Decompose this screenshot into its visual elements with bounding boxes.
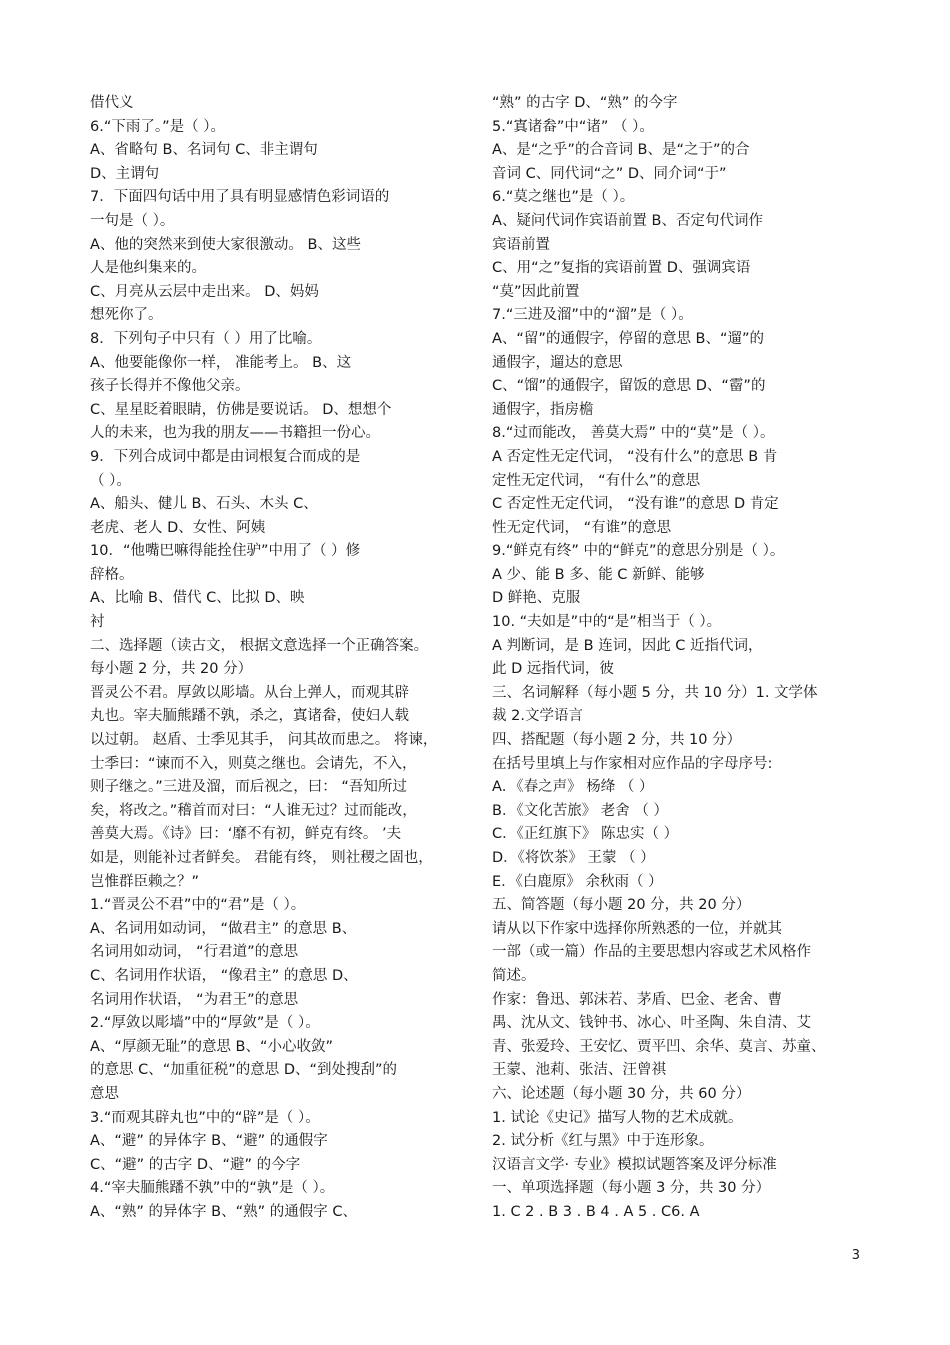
- text-line: 以过朝。 赵盾、士季见其手， 问其故而患之。 将谏，: [90, 732, 438, 749]
- text-line: A、船头、健儿 B、石头、木头 C、: [90, 496, 318, 513]
- text-line: 衬: [90, 614, 105, 631]
- text-line: 一部（或一篇）作品的主要思想内容或艺术风格作: [492, 944, 811, 961]
- text-line: 人的未来，也为我的朋友——书籍担一份心。: [90, 425, 380, 442]
- text-line: A、他要能像你一样， 准能考上。 B、这: [90, 354, 352, 371]
- text-line: 岂惟群臣赖之？”: [90, 873, 200, 890]
- text-line: 8．下列句子中只有（ ）用了比喻。: [90, 330, 322, 347]
- text-line: A、名词用如动词， “做君主” 的意思 B、: [90, 920, 357, 937]
- text-line: 此 D 远指代词，彼: [492, 661, 614, 678]
- text-line: “熟” 的古字 D、“熟” 的今字: [492, 95, 678, 111]
- text-line: 通假字，指房檐: [492, 401, 594, 418]
- text-line: E．《白鹿原》 余秋雨（ ）: [492, 873, 663, 890]
- text-line: D、主谓句: [90, 165, 160, 182]
- text-line: 晋灵公不君。厚敛以彫墙。从台上弹人，而观其辟: [90, 684, 409, 701]
- text-line: 5.“寘诸畚”中“诸” （ ）。: [492, 118, 654, 135]
- text-line: 辞格。: [90, 566, 134, 583]
- text-line: 六、论述题（每小题 30 分，共 60 分）: [492, 1085, 751, 1102]
- text-line: C、“馏”的通假字，留饭的意思 D、“霤”的: [492, 378, 766, 395]
- text-line: 7.“三进及溜”中的“溜”是（ ）。: [492, 307, 693, 324]
- text-line: 作家：鲁迅、郭沫若、茅盾、巴金、老舍、曹: [492, 991, 782, 1008]
- text-line: 老虎、老人 D、女性、阿姨: [90, 519, 266, 536]
- text-line: A．《春之声》 杨绛 （ ）: [492, 779, 654, 796]
- text-line: 宾语前置: [492, 236, 550, 253]
- text-line: D 鲜艳、克服: [492, 590, 581, 607]
- text-line: 一句是（ ）。: [90, 212, 175, 229]
- text-line: 士季曰：“谏而不入，则莫之继也。会请先，不入，: [90, 755, 417, 772]
- text-line: 定性无定代词， “有什么”的意思: [492, 472, 701, 489]
- text-line: 禺、沈从文、钱钟书、冰心、叶圣陶、朱自清、艾: [492, 1015, 811, 1032]
- text-line: A、省略句 B、名词句 C、非主谓句: [90, 142, 318, 159]
- text-line: “莫”因此前置: [492, 283, 580, 300]
- text-line: 通假字，遛达的意思: [492, 354, 623, 371]
- text-line: 9.“鲜克有终” 中的“鲜克”的意思分别是（ ）。: [492, 543, 785, 560]
- text-line: 则子继之。”三进及溜，而后视之，曰： “吾知所过: [90, 779, 407, 796]
- text-line: C、月亮从云层中走出来。 D、妈妈: [90, 283, 319, 300]
- page-number: 3: [851, 1248, 860, 1263]
- text-line: 一、单项选择题（每小题 3 分，共 30 分）: [492, 1180, 771, 1197]
- text-line: 每小题 2 分，共 20 分）: [90, 661, 253, 678]
- text-line: 1. C 2 . B 3 . B 4 . A 5 . C6. A: [492, 1203, 700, 1220]
- text-line: 简述。: [492, 967, 536, 984]
- text-line: 四、搭配题（每小题 2 分，共 10 分）: [492, 732, 742, 749]
- text-line: 善莫大焉。《诗》曰：‘靡不有初，鲜克有终。 ’夫: [90, 826, 402, 843]
- text-line: 10. “夫如是”中的“是”相当于（ ）。: [492, 614, 722, 631]
- text-line: 青、张爱玲、王安忆、贾平凹、余华、莫言、苏童、: [492, 1038, 826, 1055]
- text-line: 的意思 C、“加重征税”的意思 D、“到处搜刮”的: [90, 1062, 398, 1079]
- text-line: 名词用作状语， “为君王”的意思: [90, 991, 299, 1008]
- text-line: 裁 2.文学语言: [492, 708, 583, 725]
- text-line: 4.“宰夫胹熊蹯不孰”中的“孰”是（ ）。: [90, 1180, 335, 1197]
- text-line: 在括号里填上与作家相对应作品的字母序号:: [492, 755, 773, 772]
- text-line: 性无定代词， “有谁”的意思: [492, 519, 672, 536]
- left-column: [90, 92, 462, 1225]
- text-line: A、比喻 B、借代 C、比拟 D、映: [90, 590, 305, 607]
- right-column: [492, 92, 864, 1225]
- text-line: A、“厚颜无耻”的意思 B、“小心收敛”: [90, 1038, 334, 1055]
- text-line: B．《文化苦旅》 老舍 （ ）: [492, 802, 669, 819]
- text-line: 名词用如动词， “行君道”的意思: [90, 944, 299, 961]
- text-line: 8.“过而能改， 善莫大焉” 中的“莫”是（ ）。: [492, 425, 775, 442]
- text-line: C 否定性无定代词， “没有谁”的意思 D 肯定: [492, 496, 779, 513]
- text-line: 想死你了。: [90, 307, 163, 324]
- text-line: 意思: [90, 1085, 119, 1102]
- text-line: A、“熟” 的异体字 B、“熟” 的通假字 C、: [90, 1203, 357, 1220]
- text-line: 7．下面四句话中用了具有明显感情色彩词语的: [90, 189, 390, 206]
- text-line: D．《将饮茶》 王蒙 （ ）: [492, 850, 655, 866]
- text-line: 10．“他嘴巴嘛得能拴住驴”中用了（ ）修: [90, 543, 361, 560]
- text-line: 矣，将改之。”稽首而对曰：“人谁无过？过而能改，: [90, 802, 417, 819]
- text-line: A 否定性无定代词， “没有什么”的意思 B 肯: [492, 448, 778, 465]
- text-line: C、“避” 的古字 D、“避” 的今字: [90, 1156, 301, 1173]
- text-line: 汉语言文学· 专业》模拟试题答案及评分标准: [492, 1156, 777, 1173]
- text-line: 1.“晋灵公不君”中的“君”是（ ）。: [90, 897, 306, 914]
- text-line: 2.“厚敛以彫墙”中的“厚敛”是（ ）。: [90, 1015, 320, 1032]
- text-line: 音词 C、同代词“之” D、同介词“于”: [492, 165, 727, 182]
- text-line: C．《正红旗下》 陈忠实（ ）: [492, 826, 679, 843]
- text-line: 2. 试分析《红与黑》中于连形象。: [492, 1133, 714, 1150]
- text-line: 丸也。宰夫胹熊蹯不孰，杀之，寘诸畚，使妇人载: [90, 708, 409, 725]
- text-line: C、星星眨着眼睛，仿佛是要说话。 D、想想个: [90, 401, 392, 418]
- text-line: A 少、能 B 多、能 C 新鲜、能够: [492, 566, 705, 583]
- text-line: 请从以下作家中选择你所熟悉的一位，并就其: [492, 920, 782, 937]
- text-line: A、“留”的通假字，停留的意思 B、“遛”的: [492, 330, 765, 347]
- text-line: C、用“之”复指的宾语前置 D、强调宾语: [492, 260, 751, 277]
- text-line: 如是，则能补过者鲜矣。 君能有终， 则社稷之固也，: [90, 850, 433, 866]
- text-line: A 判断词，是 B 连词，因此 C 近指代词，: [492, 637, 763, 654]
- text-line: 人是他纠集来的。: [90, 260, 206, 277]
- text-line: 借代义: [90, 95, 134, 111]
- text-line: C、名词用作状语， “像君主” 的意思 D、: [90, 967, 358, 984]
- text-line: 五、简答题（每小题 20 分，共 20 分）: [492, 897, 751, 914]
- text-line: 6.“莫之继也”是（ ）。: [492, 189, 635, 206]
- text-line: 6.“下雨了。”是（ ）。: [90, 118, 225, 135]
- text-line: A、疑问代词作宾语前置 B、否定句代词作: [492, 212, 763, 229]
- text-line: A、他的突然来到使大家很激动。 B、这些: [90, 236, 361, 253]
- text-line: （ ）。: [90, 472, 131, 489]
- text-line: 孩子长得并不像他父亲。: [90, 378, 250, 395]
- text-line: 3.“而观其辟丸也”中的“辟”是（ ）。: [90, 1109, 320, 1126]
- text-line: A、是“之乎”的合音词 B、是“之于”的合: [492, 142, 750, 159]
- text-line: 1. 试论《史记》描写人物的艺术成就。: [492, 1109, 743, 1126]
- text-line: 王蒙、池莉、张洁、汪曾祺: [492, 1062, 666, 1079]
- text-line: 9．下列合成词中都是由词根复合而成的是: [90, 448, 361, 465]
- text-line: 三、名词解释（每小题 5 分，共 10 分）1. 文学体: [492, 684, 818, 701]
- text-line: 二、选择题（读古文， 根据文意选择一个正确答案。: [90, 637, 429, 654]
- text-line: A、“避” 的异体字 B、“避” 的通假字: [90, 1133, 328, 1150]
